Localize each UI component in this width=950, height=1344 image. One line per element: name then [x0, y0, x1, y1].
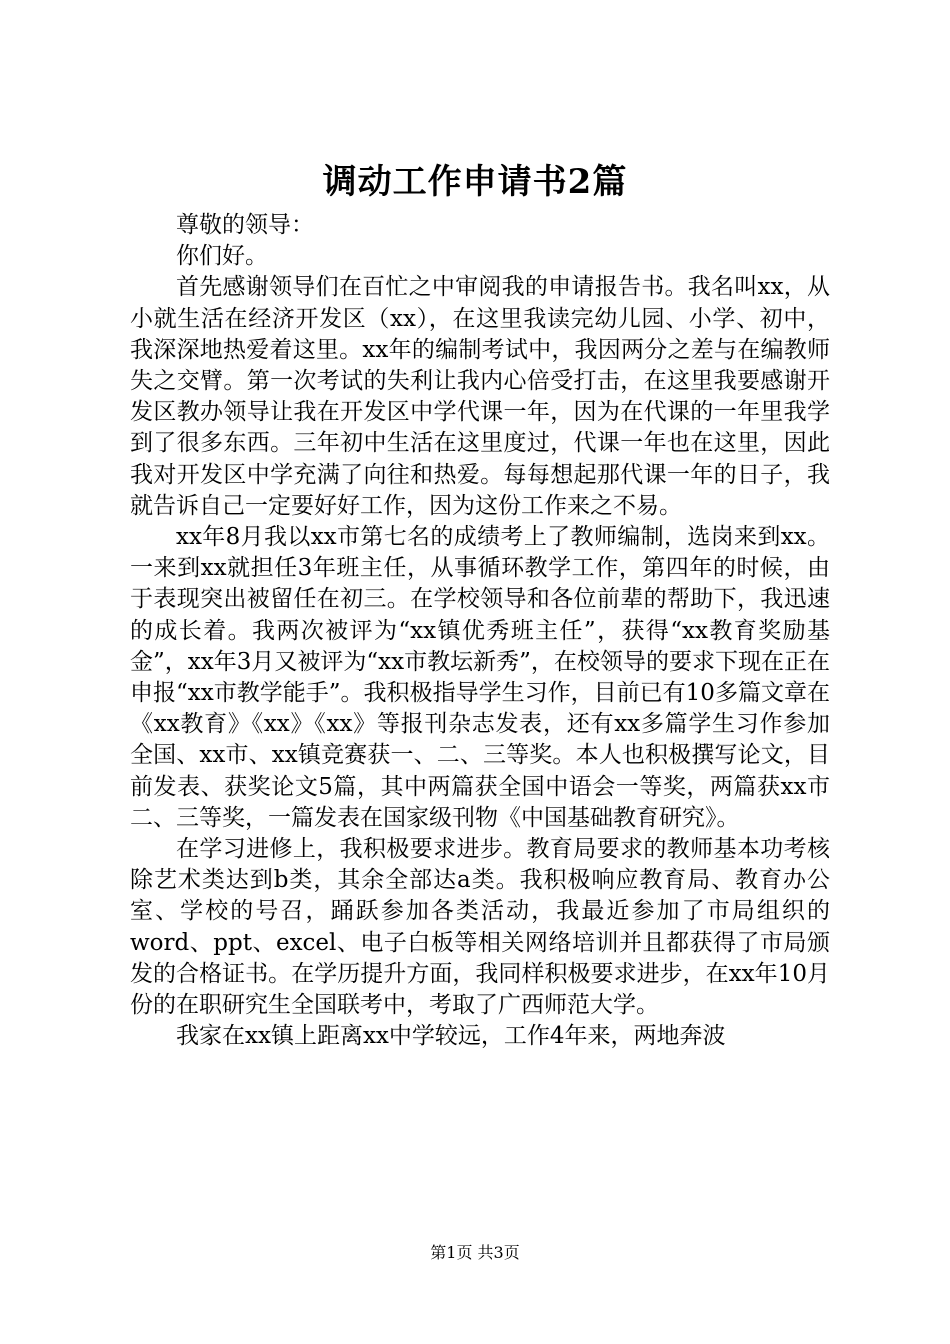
body-paragraph: 在学习进修上，我积极要求进步。教育局要求的教师基本功考核除艺术类达到b类，其余全部达a类。我积极响应教育局、教育办公室、学校的号召，踊跃参加各类活动，我最近参加了市局组织的word、ppt、excel、电子白板等相关网络培训并且都获得了市局颁发的合格证书。在学历提升方面，我同样积极要求进步，在xx年10月份的在职研究生全国联考中，考取了广西师范大学。: [130, 836, 830, 1019]
document-body: [130, 210, 830, 1052]
greeting: 你们好。: [176, 243, 268, 270]
body-paragraph: 首先感谢领导们在百忙之中审阅我的申请报告书。我名叫xx，从小就生活在经济开发区（xx），在这里我读完幼儿园、小学、初中，我深深地热爱着这里。xx年的编制考试中，我因两分之差与在编教师失之交臂。第一次考试的失利让我内心倍受打击，在这里我要感谢开发区教办领导让我在开发区中学代课一年，因为在代课的一年里我学到了很多东西。三年初中生活在这里度过，代课一年也在这里，因此我对开发区中学充满了向往和热爱。每每想起那代课一年的日子，我就告诉自己一定要好好工作，因为这份工作来之不易。: [130, 274, 830, 519]
page-title: 调动工作申请书2篇: [322, 162, 628, 202]
salutation: 尊敬的领导：: [176, 212, 314, 238]
body-paragraph: 我家在xx镇上距离xx中学较远，工作4年来，两地奔波: [176, 1023, 726, 1050]
page-number: 第1页 共3页: [430, 1243, 520, 1262]
body-paragraph: xx年8月我以xx市第七名的成绩考上了教师编制，选岗来到xx。一来到xx就担任3年班主任，从事循环教学工作，第四年的时候，由于表现突出被留任在初三。在学校领导和各位前辈的帮助下，我迅速的成长着。我两次被评为“xx镇优秀班主任”，获得“xx教育奖励基金”，xx年3月又被评为“xx市教坛新秀”，在校领导的要求下现在正在申报“xx市教学能手”。我积极指导学生习作，目前已有10多篇文章在《xx教育》《xx》《xx》等报刊杂志发表，还有xx多篇学生习作参加全国、xx市、xx镇竞赛获一、二、三等奖。本人也积极撰写论文，目前发表、获奖论文5篇，其中两篇获全国中语会一等奖，两篇获xx市二、三等奖，一篇发表在国家级刊物《中国基础教育研究》。: [130, 524, 830, 831]
